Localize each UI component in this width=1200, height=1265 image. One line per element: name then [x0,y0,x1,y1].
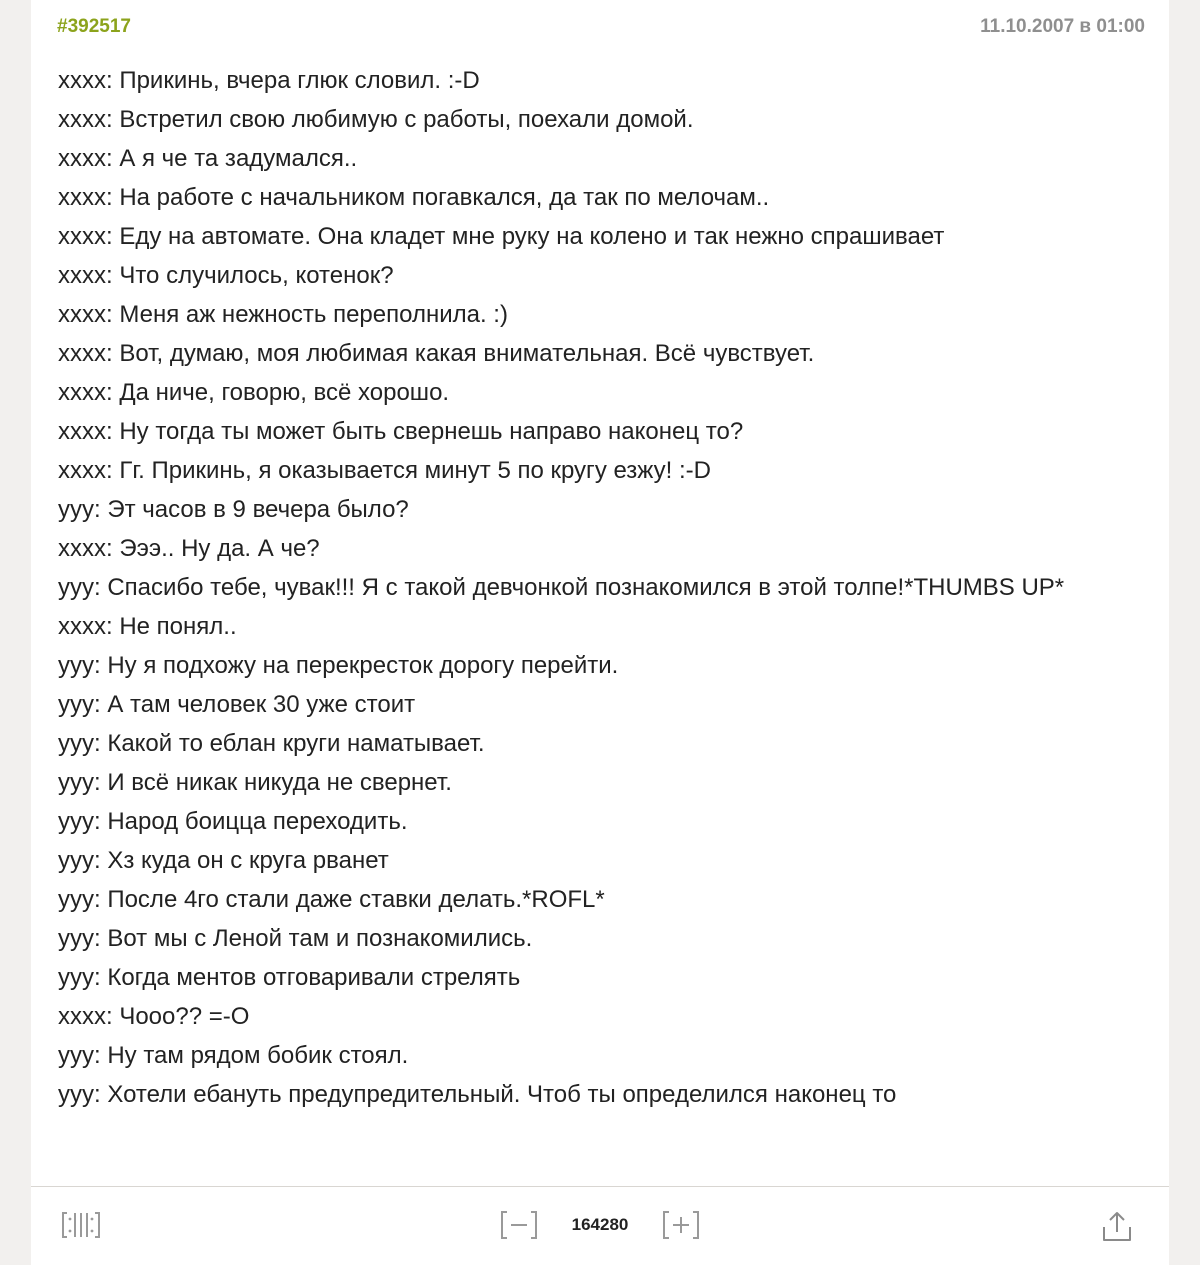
quote-line: xxxx: Эээ.. Ну да. А че? [58,535,320,562]
quote-line: xxxx: На работе с начальником погавкался, да так по мелочам.. [58,184,770,211]
quote-footer [31,1187,1169,1265]
quote-header [57,16,1145,46]
quote-line: xxxx: Меня аж нежность переполнила. :) [58,301,508,328]
quote-line: yyy: Хотели ебануть предупредительный. Чтоб ты определился наконец то [58,1081,897,1108]
share-icon[interactable] [1099,1209,1135,1245]
quote-id-link[interactable]: #392517 [57,16,131,37]
bookmark-bracket-icon[interactable] [61,1209,101,1241]
quote-line: yyy: После 4го стали даже ставки делать.*ROFL* [58,886,605,913]
vote-up-icon[interactable] [661,1209,701,1241]
quote-line: yyy: Ну я подхожу на перекресток дорогу перейти. [58,652,619,679]
quote-line: yyy: Народ боицца переходить. [58,808,408,835]
quote-line: xxxx: Встретил свою любимую с работы, поехали домой. [58,106,694,133]
vote-down-icon[interactable] [499,1209,539,1241]
quote-line: xxxx: Что случилось, котенок? [58,262,394,289]
quote-line: yyy: Хз куда он с круга рванет [58,847,389,874]
quote-line: xxxx: Еду на автомате. Она кладет мне руку на колено и так нежно спрашивает [58,223,945,250]
quote-date: 11.10.2007 в 01:00 [980,16,1145,37]
quote-card [31,0,1169,1265]
quote-line: xxxx: А я че та задумался.. [58,145,358,172]
quote-line: xxxx: Да ниче, говорю, всё хорошо. [58,379,450,406]
quote-line: yyy: Ну там рядом бобик стоял. [58,1042,409,1069]
quote-line: xxxx: Гг. Прикинь, я оказывается минут 5 по кругу езжу! :-D [58,457,711,484]
quote-line: yyy: Когда ментов отговаривали стрелять [58,964,521,991]
quote-line: xxxx: Чooo?? =-O [58,1003,250,1030]
quote-line: yyy: Какой то еблан круги наматывает. [58,730,485,757]
quote-body [58,61,1129,1114]
quote-line: yyy: И всё никак никуда не свернет. [58,769,452,796]
quote-line: xxxx: Не понял.. [58,613,237,640]
quote-line: yyy: Спасибо тебе, чувак!!! Я с такой девчонкой познакомился в этой толпе!*THUMBS UP* [58,574,1065,601]
quote-line: xxxx: Ну тогда ты может быть свернешь направо наконец то? [58,418,744,445]
quote-line: yyy: А там человек 30 уже стоит [58,691,416,718]
rating-value: 164280 [571,1215,629,1234]
quote-line: yyy: Эт часов в 9 вечера было? [58,496,409,523]
quote-line: xxxx: Вот, думаю, моя любимая какая внимательная. Всё чувствует. [58,340,815,367]
quote-line: yyy: Вот мы с Леной там и познакомились. [58,925,533,952]
quote-line: xxxx: Прикинь, вчера глюк словил. :-D [58,67,480,94]
